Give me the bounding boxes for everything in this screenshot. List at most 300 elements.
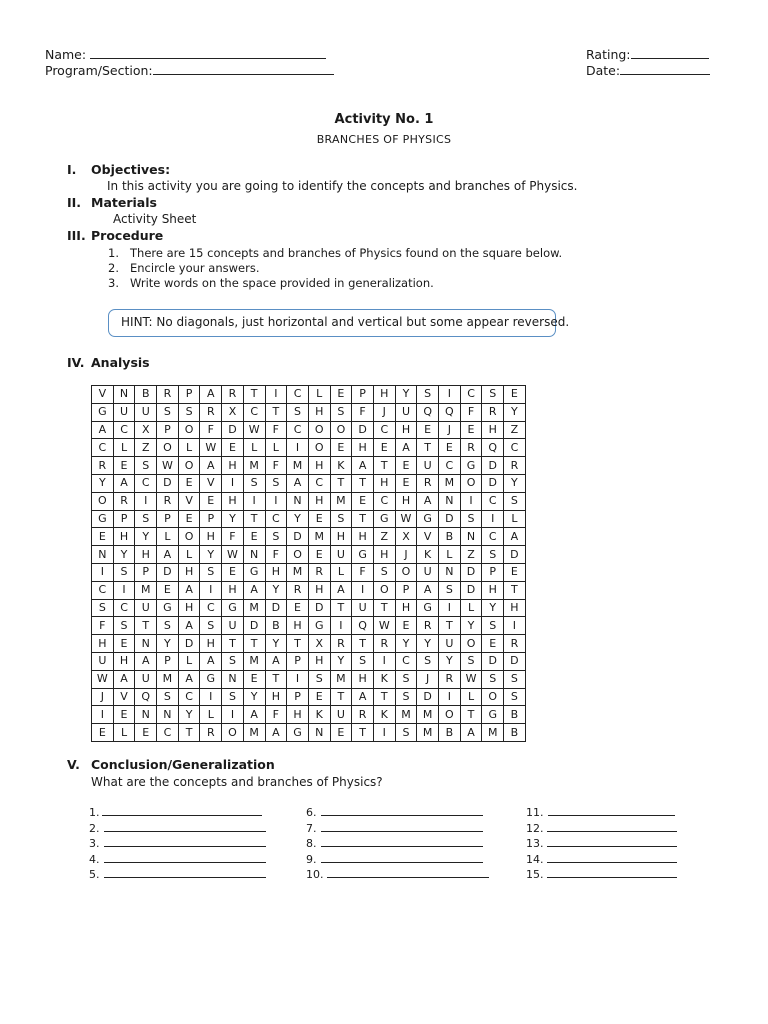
grid-cell[interactable]: E	[113, 457, 135, 475]
grid-cell[interactable]: P	[287, 652, 309, 670]
grid-cell[interactable]: O	[92, 492, 114, 510]
grid-cell[interactable]: H	[308, 403, 330, 421]
grid-cell[interactable]: P	[113, 510, 135, 528]
name-field[interactable]	[90, 46, 326, 59]
grid-cell[interactable]: T	[330, 599, 352, 617]
grid-cell[interactable]: E	[222, 439, 244, 457]
answer-line[interactable]	[526, 852, 677, 866]
grid-cell[interactable]: S	[113, 617, 135, 635]
grid-cell[interactable]: J	[395, 546, 417, 564]
answer-line[interactable]	[306, 821, 483, 835]
grid-cell[interactable]: H	[373, 386, 395, 404]
grid-cell[interactable]: D	[178, 635, 200, 653]
grid-cell[interactable]: T	[243, 510, 265, 528]
grid-cell[interactable]: E	[308, 510, 330, 528]
grid-cell[interactable]: R	[417, 617, 439, 635]
grid-cell[interactable]: H	[287, 617, 309, 635]
grid-cell[interactable]: C	[92, 581, 114, 599]
grid-cell[interactable]: A	[265, 652, 287, 670]
grid-cell[interactable]: E	[308, 688, 330, 706]
grid-cell[interactable]: C	[200, 599, 222, 617]
grid-cell[interactable]: M	[395, 706, 417, 724]
grid-cell[interactable]: G	[92, 510, 114, 528]
grid-cell[interactable]: A	[200, 386, 222, 404]
grid-cell[interactable]: Y	[157, 635, 179, 653]
grid-cell[interactable]: O	[178, 457, 200, 475]
grid-cell[interactable]: L	[265, 439, 287, 457]
answer-blank[interactable]	[104, 836, 266, 847]
grid-cell[interactable]: G	[482, 706, 504, 724]
grid-cell[interactable]: H	[373, 546, 395, 564]
grid-cell[interactable]: Y	[460, 617, 482, 635]
grid-cell[interactable]: Q	[439, 403, 461, 421]
grid-cell[interactable]: P	[157, 421, 179, 439]
grid-cell[interactable]: F	[352, 403, 374, 421]
grid-cell[interactable]: E	[135, 724, 157, 742]
grid-cell[interactable]: A	[113, 670, 135, 688]
grid-cell[interactable]: O	[308, 421, 330, 439]
grid-cell[interactable]: A	[265, 724, 287, 742]
grid-cell[interactable]: Z	[504, 421, 526, 439]
grid-cell[interactable]: P	[482, 563, 504, 581]
grid-cell[interactable]: H	[287, 706, 309, 724]
grid-cell[interactable]: D	[504, 652, 526, 670]
grid-cell[interactable]: O	[308, 439, 330, 457]
grid-cell[interactable]: J	[92, 688, 114, 706]
grid-cell[interactable]: S	[460, 652, 482, 670]
grid-cell[interactable]: G	[308, 617, 330, 635]
grid-cell[interactable]: Q	[417, 403, 439, 421]
grid-cell[interactable]: C	[287, 421, 309, 439]
grid-cell[interactable]: C	[243, 403, 265, 421]
grid-cell[interactable]: E	[504, 563, 526, 581]
grid-cell[interactable]: C	[504, 439, 526, 457]
grid-cell[interactable]: Y	[417, 635, 439, 653]
grid-cell[interactable]: F	[265, 421, 287, 439]
grid-cell[interactable]: D	[504, 546, 526, 564]
grid-cell[interactable]: V	[92, 386, 114, 404]
grid-cell[interactable]: A	[178, 670, 200, 688]
grid-cell[interactable]: N	[222, 670, 244, 688]
grid-cell[interactable]: S	[308, 670, 330, 688]
grid-cell[interactable]: I	[330, 617, 352, 635]
answer-blank[interactable]	[547, 867, 677, 878]
grid-cell[interactable]: P	[395, 581, 417, 599]
grid-cell[interactable]: L	[178, 546, 200, 564]
grid-cell[interactable]: Z	[135, 439, 157, 457]
grid-cell[interactable]: P	[178, 386, 200, 404]
grid-cell[interactable]: S	[417, 386, 439, 404]
grid-cell[interactable]: F	[265, 546, 287, 564]
grid-cell[interactable]: M	[243, 652, 265, 670]
grid-cell[interactable]: Y	[265, 581, 287, 599]
grid-cell[interactable]: S	[439, 581, 461, 599]
grid-cell[interactable]: I	[243, 492, 265, 510]
grid-cell[interactable]: I	[222, 706, 244, 724]
grid-cell[interactable]: H	[395, 492, 417, 510]
answer-blank[interactable]	[321, 821, 483, 832]
grid-cell[interactable]: S	[265, 474, 287, 492]
grid-cell[interactable]: C	[439, 457, 461, 475]
grid-cell[interactable]: X	[395, 528, 417, 546]
grid-cell[interactable]: D	[287, 528, 309, 546]
grid-cell[interactable]: D	[157, 474, 179, 492]
grid-cell[interactable]: H	[373, 474, 395, 492]
grid-cell[interactable]: K	[417, 546, 439, 564]
grid-cell[interactable]: O	[178, 421, 200, 439]
grid-cell[interactable]: I	[287, 670, 309, 688]
grid-cell[interactable]: F	[460, 403, 482, 421]
grid-cell[interactable]: D	[308, 599, 330, 617]
grid-cell[interactable]: R	[92, 457, 114, 475]
grid-cell[interactable]: O	[395, 563, 417, 581]
grid-cell[interactable]: Y	[222, 510, 244, 528]
grid-cell[interactable]: O	[482, 688, 504, 706]
grid-cell[interactable]: C	[178, 688, 200, 706]
grid-cell[interactable]: C	[308, 474, 330, 492]
grid-cell[interactable]: S	[330, 510, 352, 528]
grid-cell[interactable]: F	[352, 563, 374, 581]
grid-cell[interactable]: M	[157, 670, 179, 688]
grid-cell[interactable]: M	[287, 563, 309, 581]
grid-cell[interactable]: T	[330, 474, 352, 492]
grid-cell[interactable]: M	[243, 457, 265, 475]
grid-cell[interactable]: R	[439, 670, 461, 688]
grid-cell[interactable]: Y	[330, 652, 352, 670]
grid-cell[interactable]: C	[265, 510, 287, 528]
grid-cell[interactable]: U	[135, 670, 157, 688]
grid-cell[interactable]: L	[504, 510, 526, 528]
grid-cell[interactable]: R	[373, 635, 395, 653]
grid-cell[interactable]: M	[417, 724, 439, 742]
grid-cell[interactable]: O	[287, 546, 309, 564]
answer-blank[interactable]	[321, 852, 483, 863]
grid-cell[interactable]: L	[178, 652, 200, 670]
grid-cell[interactable]: H	[265, 563, 287, 581]
grid-cell[interactable]: M	[330, 670, 352, 688]
grid-cell[interactable]: A	[200, 457, 222, 475]
grid-cell[interactable]: C	[135, 474, 157, 492]
grid-cell[interactable]: R	[157, 492, 179, 510]
grid-cell[interactable]: S	[200, 563, 222, 581]
grid-cell[interactable]: P	[135, 563, 157, 581]
grid-cell[interactable]: O	[460, 474, 482, 492]
grid-cell[interactable]: E	[178, 474, 200, 492]
grid-cell[interactable]: N	[135, 706, 157, 724]
grid-cell[interactable]: I	[482, 510, 504, 528]
grid-cell[interactable]: I	[460, 492, 482, 510]
grid-cell[interactable]: M	[243, 724, 265, 742]
grid-cell[interactable]: S	[157, 403, 179, 421]
grid-cell[interactable]: N	[439, 563, 461, 581]
grid-cell[interactable]: E	[330, 386, 352, 404]
grid-cell[interactable]: I	[200, 581, 222, 599]
grid-cell[interactable]: F	[92, 617, 114, 635]
grid-cell[interactable]: H	[92, 635, 114, 653]
answer-line[interactable]	[89, 836, 266, 850]
grid-cell[interactable]: G	[460, 457, 482, 475]
grid-cell[interactable]: A	[417, 492, 439, 510]
grid-cell[interactable]: B	[504, 706, 526, 724]
grid-cell[interactable]: F	[222, 528, 244, 546]
grid-cell[interactable]: D	[460, 563, 482, 581]
grid-cell[interactable]: E	[439, 439, 461, 457]
grid-cell[interactable]: M	[417, 706, 439, 724]
grid-cell[interactable]: X	[222, 403, 244, 421]
grid-cell[interactable]: R	[504, 635, 526, 653]
grid-cell[interactable]: Y	[113, 546, 135, 564]
grid-cell[interactable]: U	[330, 706, 352, 724]
grid-cell[interactable]: T	[352, 474, 374, 492]
grid-cell[interactable]: T	[287, 635, 309, 653]
grid-cell[interactable]: E	[482, 635, 504, 653]
grid-cell[interactable]: H	[395, 599, 417, 617]
grid-cell[interactable]: P	[200, 510, 222, 528]
grid-cell[interactable]: T	[243, 386, 265, 404]
answer-line[interactable]	[526, 821, 677, 835]
answer-line[interactable]	[89, 805, 262, 819]
grid-cell[interactable]: R	[460, 439, 482, 457]
grid-cell[interactable]: Y	[504, 403, 526, 421]
grid-cell[interactable]: S	[395, 670, 417, 688]
grid-cell[interactable]: W	[460, 670, 482, 688]
grid-cell[interactable]: A	[200, 652, 222, 670]
answer-line[interactable]	[306, 867, 489, 881]
grid-cell[interactable]: I	[200, 688, 222, 706]
grid-cell[interactable]: I	[352, 581, 374, 599]
grid-cell[interactable]: G	[243, 563, 265, 581]
answer-blank[interactable]	[547, 821, 677, 832]
grid-cell[interactable]: H	[504, 599, 526, 617]
grid-cell[interactable]: H	[352, 670, 374, 688]
grid-cell[interactable]: S	[113, 563, 135, 581]
grid-cell[interactable]: I	[113, 581, 135, 599]
grid-cell[interactable]: E	[308, 546, 330, 564]
grid-cell[interactable]: O	[157, 439, 179, 457]
grid-cell[interactable]: Q	[135, 688, 157, 706]
grid-cell[interactable]: G	[373, 510, 395, 528]
grid-cell[interactable]: D	[222, 421, 244, 439]
grid-cell[interactable]: D	[352, 421, 374, 439]
grid-cell[interactable]: U	[135, 599, 157, 617]
grid-cell[interactable]: I	[265, 386, 287, 404]
grid-cell[interactable]: J	[373, 403, 395, 421]
grid-cell[interactable]: D	[482, 652, 504, 670]
grid-cell[interactable]: U	[439, 635, 461, 653]
grid-cell[interactable]: Q	[482, 439, 504, 457]
grid-cell[interactable]: S	[482, 386, 504, 404]
grid-cell[interactable]: U	[417, 457, 439, 475]
grid-cell[interactable]: W	[395, 510, 417, 528]
answer-blank[interactable]	[547, 836, 677, 847]
grid-cell[interactable]: G	[92, 403, 114, 421]
grid-cell[interactable]: G	[352, 546, 374, 564]
grid-cell[interactable]: B	[439, 724, 461, 742]
answer-blank[interactable]	[104, 821, 266, 832]
grid-cell[interactable]: T	[504, 581, 526, 599]
grid-cell[interactable]: P	[352, 386, 374, 404]
grid-cell[interactable]: C	[482, 528, 504, 546]
grid-cell[interactable]: H	[178, 599, 200, 617]
grid-cell[interactable]: S	[222, 688, 244, 706]
grid-cell[interactable]: Y	[92, 474, 114, 492]
program-field[interactable]	[153, 62, 334, 75]
grid-cell[interactable]: H	[200, 635, 222, 653]
grid-cell[interactable]: C	[113, 599, 135, 617]
grid-cell[interactable]: A	[243, 581, 265, 599]
grid-cell[interactable]: G	[417, 599, 439, 617]
grid-cell[interactable]: H	[113, 652, 135, 670]
grid-cell[interactable]: E	[157, 581, 179, 599]
grid-cell[interactable]: A	[157, 546, 179, 564]
grid-cell[interactable]: H	[308, 581, 330, 599]
grid-cell[interactable]: M	[330, 492, 352, 510]
grid-cell[interactable]: H	[330, 528, 352, 546]
grid-cell[interactable]: S	[330, 403, 352, 421]
grid-cell[interactable]: P	[157, 510, 179, 528]
answer-blank[interactable]	[321, 836, 483, 847]
grid-cell[interactable]: S	[504, 492, 526, 510]
grid-cell[interactable]: I	[92, 563, 114, 581]
grid-cell[interactable]: F	[200, 421, 222, 439]
grid-cell[interactable]: O	[373, 581, 395, 599]
grid-cell[interactable]: H	[482, 581, 504, 599]
grid-cell[interactable]: R	[308, 563, 330, 581]
grid-cell[interactable]: D	[157, 563, 179, 581]
grid-cell[interactable]: J	[417, 670, 439, 688]
grid-cell[interactable]: T	[373, 599, 395, 617]
grid-cell[interactable]: E	[395, 457, 417, 475]
grid-cell[interactable]: O	[178, 528, 200, 546]
grid-cell[interactable]: L	[439, 546, 461, 564]
grid-cell[interactable]: J	[439, 421, 461, 439]
grid-cell[interactable]: T	[439, 617, 461, 635]
grid-cell[interactable]: T	[352, 724, 374, 742]
grid-cell[interactable]: U	[113, 403, 135, 421]
grid-cell[interactable]: T	[373, 688, 395, 706]
grid-cell[interactable]: Z	[373, 528, 395, 546]
grid-cell[interactable]: S	[417, 652, 439, 670]
grid-cell[interactable]: E	[417, 421, 439, 439]
grid-cell[interactable]: L	[157, 528, 179, 546]
grid-cell[interactable]: T	[352, 510, 374, 528]
grid-cell[interactable]: O	[439, 706, 461, 724]
grid-cell[interactable]: E	[222, 563, 244, 581]
grid-cell[interactable]: C	[482, 492, 504, 510]
grid-cell[interactable]: T	[265, 670, 287, 688]
grid-cell[interactable]: C	[373, 421, 395, 439]
grid-cell[interactable]: G	[287, 724, 309, 742]
grid-cell[interactable]: Z	[460, 546, 482, 564]
grid-cell[interactable]: G	[222, 599, 244, 617]
grid-cell[interactable]: B	[504, 724, 526, 742]
grid-cell[interactable]: D	[482, 474, 504, 492]
grid-cell[interactable]: T	[417, 439, 439, 457]
grid-cell[interactable]: R	[222, 386, 244, 404]
grid-cell[interactable]: E	[330, 439, 352, 457]
grid-cell[interactable]: A	[504, 528, 526, 546]
grid-cell[interactable]: W	[157, 457, 179, 475]
grid-cell[interactable]: R	[287, 581, 309, 599]
grid-cell[interactable]: H	[395, 421, 417, 439]
grid-cell[interactable]: E	[287, 599, 309, 617]
answer-blank[interactable]	[547, 852, 677, 863]
grid-cell[interactable]: Y	[504, 474, 526, 492]
grid-cell[interactable]: N	[92, 546, 114, 564]
grid-cell[interactable]: U	[395, 403, 417, 421]
grid-cell[interactable]: K	[373, 670, 395, 688]
grid-cell[interactable]: H	[308, 457, 330, 475]
grid-cell[interactable]: I	[373, 652, 395, 670]
grid-cell[interactable]: Y	[482, 599, 504, 617]
grid-cell[interactable]: O	[460, 635, 482, 653]
grid-cell[interactable]: H	[135, 546, 157, 564]
grid-cell[interactable]: P	[157, 652, 179, 670]
grid-cell[interactable]: R	[417, 474, 439, 492]
grid-cell[interactable]: Y	[395, 635, 417, 653]
grid-cell[interactable]: Y	[287, 510, 309, 528]
grid-cell[interactable]: K	[373, 706, 395, 724]
grid-cell[interactable]: V	[178, 492, 200, 510]
grid-cell[interactable]: S	[135, 457, 157, 475]
grid-cell[interactable]: O	[330, 421, 352, 439]
grid-cell[interactable]: H	[222, 581, 244, 599]
grid-cell[interactable]: I	[135, 492, 157, 510]
grid-cell[interactable]: K	[330, 457, 352, 475]
grid-cell[interactable]: Y	[439, 652, 461, 670]
answer-line[interactable]	[89, 867, 266, 881]
grid-cell[interactable]: D	[482, 457, 504, 475]
grid-cell[interactable]: W	[222, 546, 244, 564]
grid-cell[interactable]: L	[330, 563, 352, 581]
grid-cell[interactable]: A	[113, 474, 135, 492]
grid-cell[interactable]: W	[200, 439, 222, 457]
answer-line[interactable]	[526, 805, 675, 819]
grid-cell[interactable]: R	[482, 403, 504, 421]
answer-blank[interactable]	[548, 805, 675, 816]
grid-cell[interactable]: A	[395, 439, 417, 457]
grid-cell[interactable]: G	[417, 510, 439, 528]
answer-blank[interactable]	[321, 805, 483, 816]
grid-cell[interactable]: S	[395, 688, 417, 706]
grid-cell[interactable]: N	[135, 635, 157, 653]
grid-cell[interactable]: C	[460, 386, 482, 404]
grid-cell[interactable]: H	[352, 528, 374, 546]
grid-cell[interactable]: I	[439, 688, 461, 706]
grid-cell[interactable]: N	[287, 492, 309, 510]
grid-cell[interactable]: S	[157, 617, 179, 635]
grid-cell[interactable]: T	[265, 403, 287, 421]
grid-cell[interactable]: A	[460, 724, 482, 742]
grid-cell[interactable]: R	[157, 386, 179, 404]
grid-cell[interactable]: Y	[200, 546, 222, 564]
grid-cell[interactable]: C	[113, 421, 135, 439]
grid-cell[interactable]: H	[178, 563, 200, 581]
grid-cell[interactable]: E	[395, 617, 417, 635]
grid-cell[interactable]: M	[287, 457, 309, 475]
grid-cell[interactable]: E	[113, 635, 135, 653]
grid-cell[interactable]: T	[222, 635, 244, 653]
grid-cell[interactable]: I	[222, 474, 244, 492]
grid-cell[interactable]: S	[178, 403, 200, 421]
grid-cell[interactable]: G	[157, 599, 179, 617]
grid-cell[interactable]: B	[265, 617, 287, 635]
grid-cell[interactable]: T	[178, 724, 200, 742]
grid-cell[interactable]: A	[178, 581, 200, 599]
grid-cell[interactable]: M	[482, 724, 504, 742]
grid-cell[interactable]: A	[287, 474, 309, 492]
grid-cell[interactable]: H	[222, 492, 244, 510]
